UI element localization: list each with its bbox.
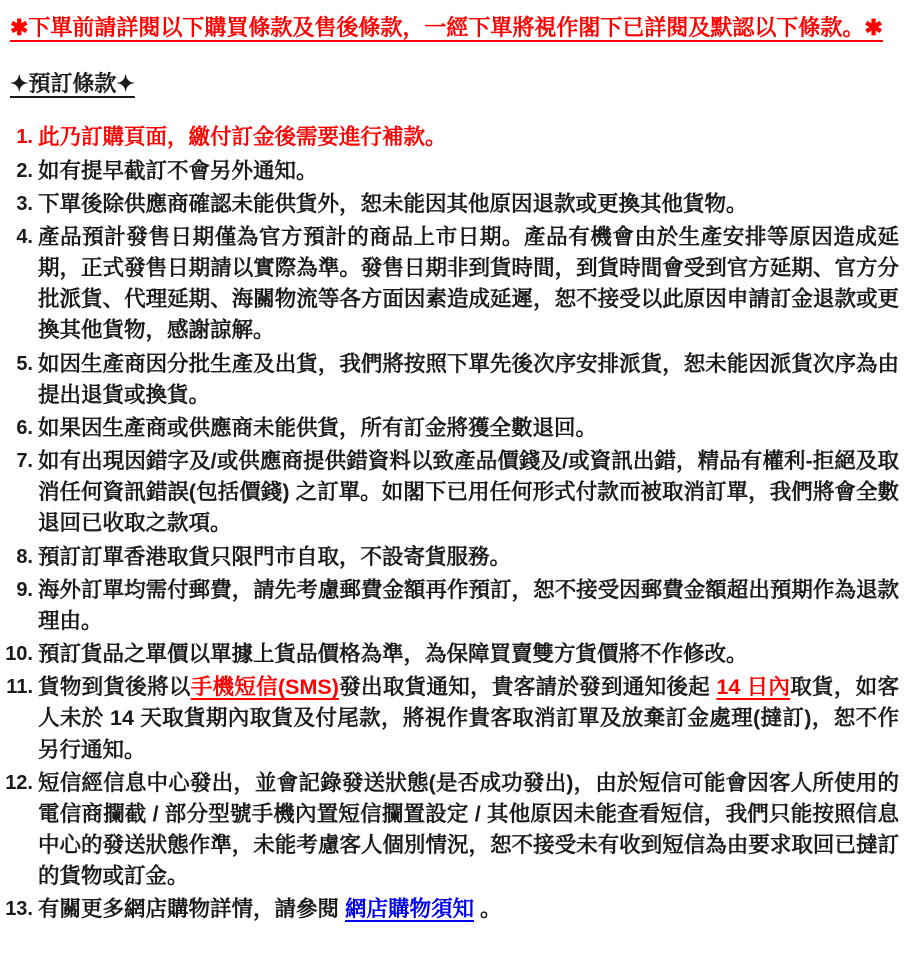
term-text bbox=[38, 413, 903, 444]
notice-banner: ✱下單前請詳閱以下購買條款及售後條款，一經下單將視作閣下已詳閱及默認以下條款。✱ bbox=[10, 15, 883, 40]
term-number: 12. bbox=[5, 771, 33, 794]
term-segment: 預訂貨品之單價以單據上貨品價格為準，為保障買賣雙方貨價將不作修改。 bbox=[38, 642, 748, 667]
term-item-10 bbox=[4, 639, 903, 670]
term-text bbox=[38, 189, 903, 220]
term-number: 1. bbox=[16, 126, 33, 149]
term-item-2 bbox=[4, 156, 903, 187]
term-segment: 貨物到貨後將以 bbox=[38, 675, 191, 700]
term-number: 3. bbox=[16, 192, 33, 215]
term-number: 11. bbox=[6, 676, 33, 699]
term-segment: 如果因生產商或供應商未能供貨，所有訂金將獲全數退回。 bbox=[38, 415, 598, 440]
term-segment: 如因生產商因分批生產及出貨，我們將按照下單先後次序安排派貨，恕未能因派貨次序為由提出退貨或換貨。 bbox=[38, 351, 899, 407]
term-number: 13. bbox=[5, 898, 33, 921]
term-text bbox=[38, 768, 903, 893]
term-text bbox=[38, 639, 903, 670]
term-number: 7. bbox=[16, 450, 33, 473]
term-segment: 。 bbox=[474, 897, 502, 922]
term-item-8 bbox=[4, 542, 903, 573]
notice-banner-row bbox=[4, 12, 903, 44]
term-number: 2. bbox=[16, 159, 33, 182]
term-item-9 bbox=[4, 575, 903, 637]
term-item-11 bbox=[4, 672, 903, 766]
term-item-12 bbox=[4, 768, 903, 893]
term-item-1 bbox=[4, 122, 903, 153]
term-number: 5. bbox=[16, 352, 33, 375]
term-number: 10. bbox=[5, 643, 33, 666]
term-item-4 bbox=[4, 222, 903, 347]
term-number: 8. bbox=[16, 545, 33, 568]
term-text bbox=[38, 894, 903, 925]
pickup-deadline-highlight: 14 日內 bbox=[716, 675, 791, 700]
term-number: 6. bbox=[16, 416, 33, 439]
term-text bbox=[38, 575, 903, 637]
store-shopping-notice-link[interactable]: 網店購物須知 bbox=[344, 897, 474, 922]
term-segment: 短信經信息中心發出，並會記錄發送狀態(是否成功發出)，由於短信可能會因客人所使用的電信商攔截 / 部分型號手機內置短信攔置設定 / 其他原因未能查看短信，我們只能按照信息中心的發送狀態作準，未能考慮客人個別情況，恕不接受未有收到短信為由要求取回已撻訂的貨物或訂金。 bbox=[38, 770, 899, 889]
section-title-preorder-terms: ✦預訂條款✦ bbox=[10, 71, 135, 97]
term-text bbox=[38, 122, 903, 153]
term-segment: 此乃訂購頁面，繳付訂金後需要進行補款。 bbox=[38, 125, 447, 150]
term-item-6 bbox=[4, 413, 903, 444]
term-item-7 bbox=[4, 446, 903, 540]
term-segment: 發出取貨通知，貴客請於發到通知後起 bbox=[338, 675, 717, 700]
term-segment: 產品預計發售日期僅為官方預計的商品上市日期。產品有機會由於生產安排等原因造成延期，正式發售日期請以實際為準。發售日期非到貨時間，到貨時間會受到官方延期、官方分批派貨、代理延期、海關物流等各方面因素造成延遲，恕不接受以此原因申請訂金退款或更換其他貨物，感謝諒解。 bbox=[38, 224, 899, 343]
term-segment: 如有提早截訂不會另外通知。 bbox=[38, 158, 318, 183]
term-text bbox=[38, 542, 903, 573]
term-text bbox=[38, 349, 903, 411]
term-text bbox=[38, 672, 903, 766]
term-item-13 bbox=[4, 894, 903, 925]
term-segment: 海外訂單均需付郵費，請先考慮郵費金額再作預訂，恕不接受因郵費金額超出預期作為退款理由。 bbox=[38, 577, 899, 633]
term-segment: 預訂訂單香港取貨只限門市自取，不設寄貨服務。 bbox=[38, 544, 512, 569]
term-number: 9. bbox=[16, 578, 33, 601]
sms-notice-highlight: 手機短信(SMS) bbox=[190, 675, 339, 700]
term-segment: 有關更多網店購物詳情，請參閱 bbox=[38, 897, 345, 922]
term-segment: 下單後除供應商確認未能供貨外，恕未能因其他原因退款或更換其他貨物。 bbox=[38, 191, 748, 216]
term-item-3 bbox=[4, 189, 903, 220]
term-item-5 bbox=[4, 349, 903, 411]
term-number: 4. bbox=[16, 225, 33, 248]
terms-list bbox=[4, 122, 903, 925]
term-text bbox=[38, 446, 903, 540]
term-text bbox=[38, 156, 903, 187]
term-segment: 取貨，如客人未於 14 天取貨期內取貨及付尾款，將視作貴客取消訂單及放棄訂金處理(撻訂)，恕不作另行通知。 bbox=[38, 675, 899, 762]
term-text bbox=[38, 222, 903, 347]
term-segment: 如有出現因錯字及/或供應商提供錯資料以致產品價錢及/或資訊出錯，精品有權利-拒絕及取消任何資訊錯誤(包括價錢) 之訂單。如閣下已用任何形式付款而被取消訂單，我們將會全數退回已收取之款項。 bbox=[38, 449, 899, 536]
section-title-row bbox=[10, 68, 903, 100]
